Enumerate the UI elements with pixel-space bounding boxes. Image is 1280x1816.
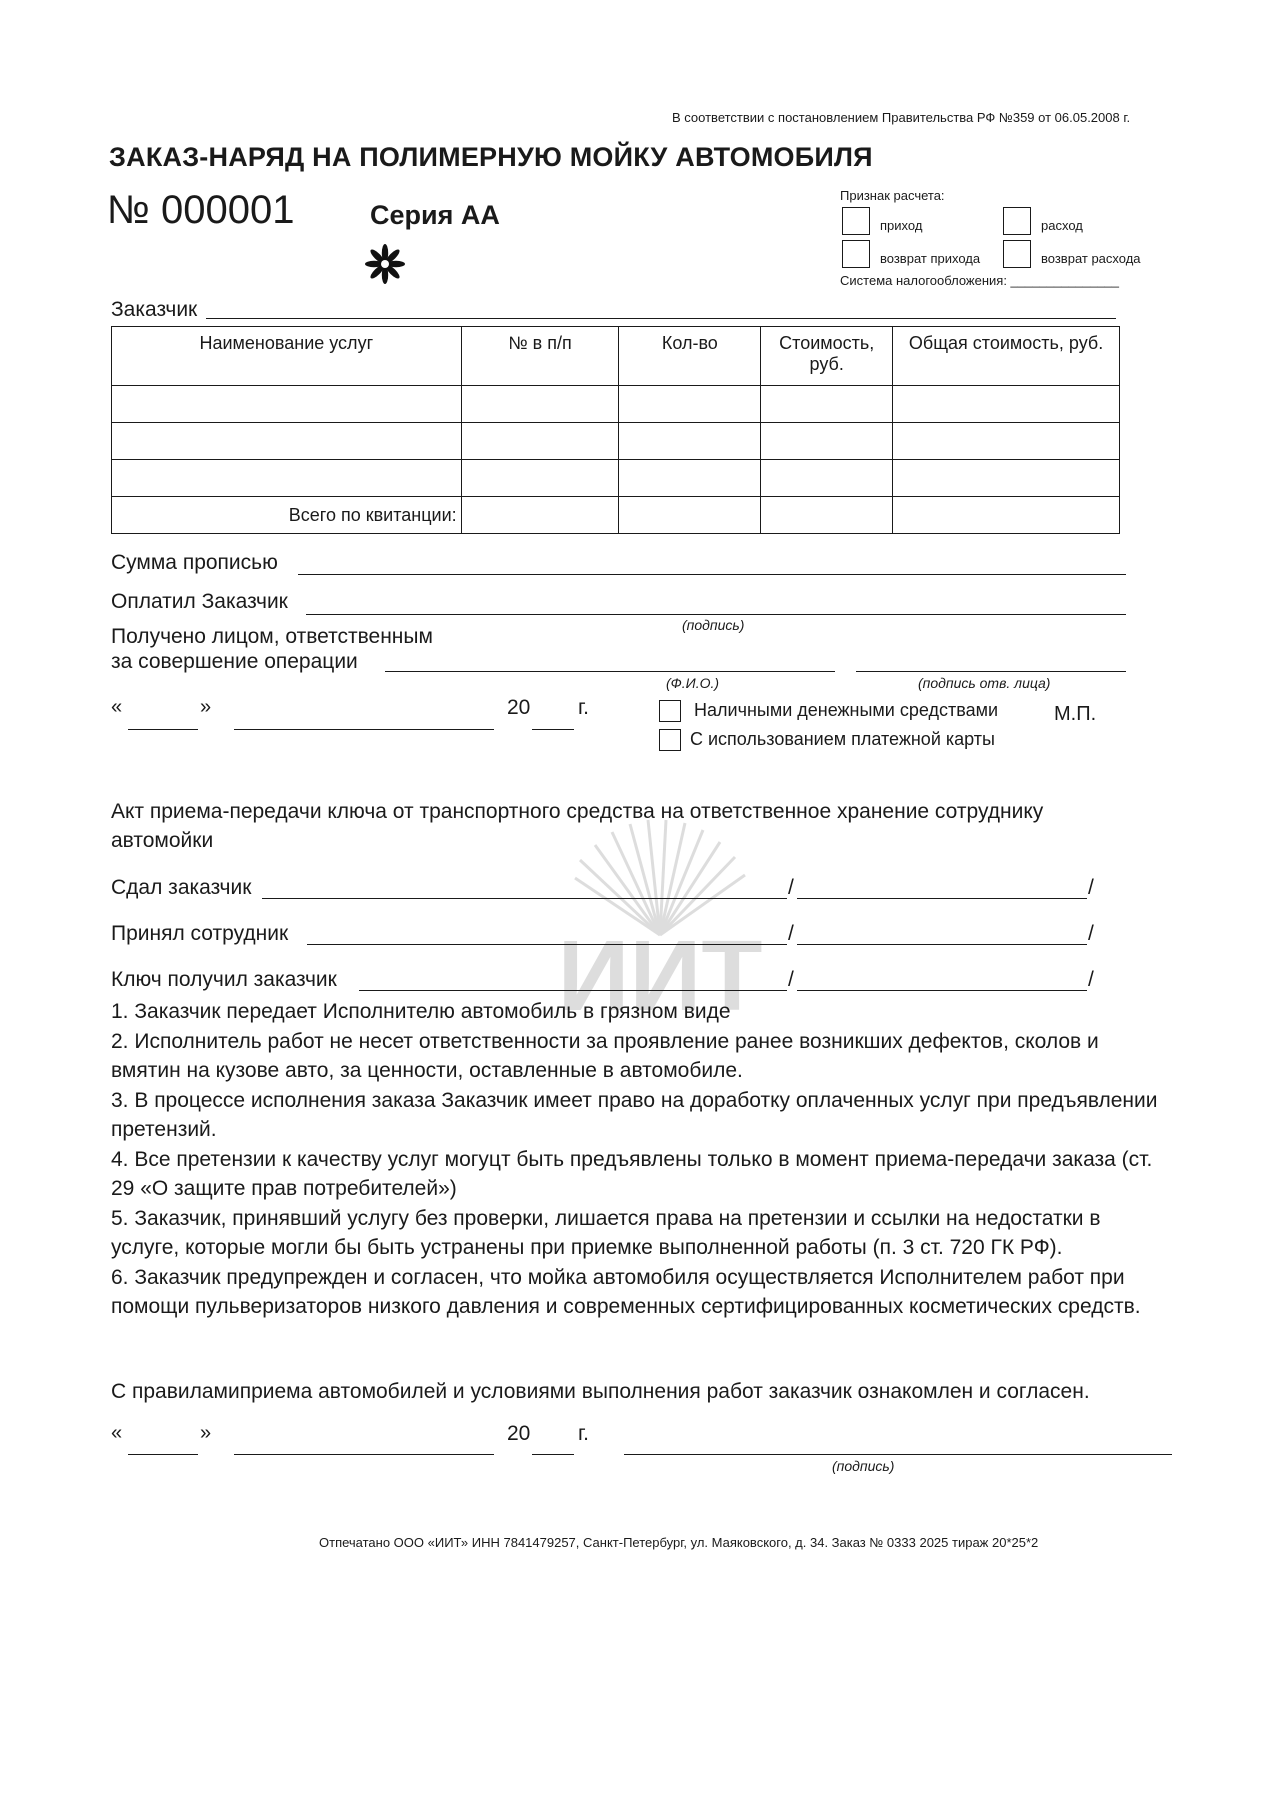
table-total-row xyxy=(112,497,1120,534)
table-cell[interactable] xyxy=(112,423,462,460)
month-line[interactable] xyxy=(234,1454,494,1455)
handed-sign-line[interactable] xyxy=(797,898,1087,899)
handed-fio-line[interactable] xyxy=(262,898,787,899)
print-footer: Отпечатано ООО «ИИТ» ИНН 7841479257, Санкт-Петербург, ул. Маяковского, д. 34. Заказ № 0333 2025 тираж 20*25*2 xyxy=(319,1535,1039,1550)
table-cell[interactable] xyxy=(112,460,462,497)
year-suffix: г. xyxy=(578,1422,589,1445)
day-line[interactable] xyxy=(128,729,198,730)
final-signature-line[interactable] xyxy=(624,1454,1172,1455)
accepted-fio-line[interactable] xyxy=(307,944,787,945)
stamp-placeholder: М.П. xyxy=(1054,703,1097,725)
received-sign-line[interactable] xyxy=(797,990,1087,991)
table-cell[interactable] xyxy=(619,423,761,460)
table-cell[interactable] xyxy=(893,423,1120,460)
customer-input-line[interactable] xyxy=(206,318,1116,319)
accepted-sign-line[interactable] xyxy=(797,944,1087,945)
sum-in-words-line[interactable] xyxy=(298,574,1126,575)
card-checkbox[interactable] xyxy=(659,729,681,751)
total-cell[interactable] xyxy=(761,497,893,534)
term-item: 3. В процессе исполнения заказа Заказчик имеет право на доработку оплаченных услуг при предъявлении претензий. xyxy=(111,1088,1158,1141)
table-cell[interactable] xyxy=(761,460,893,497)
income-checkbox[interactable] xyxy=(842,207,870,235)
total-label: Всего по квитанции: xyxy=(112,497,462,534)
expense-return-label: возврат расхода xyxy=(1041,251,1141,266)
year-line[interactable] xyxy=(532,1454,574,1455)
term-item: 4. Все претензии к качеству услуг могуцт быть предъявлены только в момент приема-передачи заказа (ст. 29 «О защите прав потребителей») xyxy=(111,1147,1153,1200)
month-line[interactable] xyxy=(234,729,494,730)
column-header: Кол-во xyxy=(619,327,761,386)
sum-in-words-label: Сумма прописью xyxy=(111,551,278,574)
handed-label: Сдал заказчик xyxy=(111,876,252,899)
column-header: Общая стоимость, руб. xyxy=(893,327,1120,386)
expense-return-checkbox[interactable] xyxy=(1003,240,1031,268)
payment-sign-title: Признак расчета: xyxy=(840,188,945,203)
slash: / xyxy=(1088,876,1094,899)
total-cell[interactable] xyxy=(893,497,1120,534)
paid-by-line[interactable] xyxy=(306,614,1126,615)
total-cell[interactable] xyxy=(461,497,619,534)
document-number: № 000001 xyxy=(107,188,295,232)
total-cell[interactable] xyxy=(619,497,761,534)
ornament-star-icon xyxy=(364,243,406,285)
table-row xyxy=(112,423,1120,460)
decree-reference: В соответствии с постановлением Правительства РФ №359 от 06.05.2008 г. xyxy=(672,110,1131,125)
quote-close: » xyxy=(200,696,212,718)
signature-caption: (подпись) xyxy=(682,617,745,633)
cash-label: Наличными денежными средствами xyxy=(694,700,999,720)
fio-caption: (Ф.И.О.) xyxy=(666,675,720,691)
act-title: Акт приема-передачи ключа от транспортного средства на ответственное хранение сотруднику автомойки xyxy=(111,800,1044,852)
table-cell[interactable] xyxy=(461,423,619,460)
day-line[interactable] xyxy=(128,1454,198,1455)
quote-open: « xyxy=(111,1422,123,1444)
expense-checkbox[interactable] xyxy=(1003,207,1031,235)
table-cell[interactable] xyxy=(893,460,1120,497)
year-prefix: 20 xyxy=(507,1422,531,1445)
table-cell[interactable] xyxy=(761,423,893,460)
table-cell[interactable] xyxy=(461,386,619,423)
column-header: № в п/п xyxy=(461,327,619,386)
column-header: Наименование услуг xyxy=(112,327,462,386)
document-series: Серия АА xyxy=(370,200,500,230)
term-item: 6. Заказчик предупрежден и согласен, что мойка автомобиля осуществляется Исполнителем работ при помощи пульверизаторов низкого давления и современных сертифицированных косметических средств. xyxy=(111,1265,1141,1318)
column-header: Стоимость, руб. xyxy=(761,327,893,386)
expense-label: расход xyxy=(1041,218,1083,233)
received-by-label-2: за совершение операции xyxy=(111,650,358,673)
year-suffix: г. xyxy=(578,696,589,719)
term-item: 5. Заказчик, принявший услугу без проверки, лишается права на претензии и ссылки на недостатки в услуге, которые могли бы быть устранены при приемке выполненной работы (п. 3 ст. 720 ГК РФ). xyxy=(111,1206,1101,1259)
table-cell[interactable] xyxy=(619,386,761,423)
year-line[interactable] xyxy=(532,729,574,730)
final-signature-caption: (подпись) xyxy=(832,1458,895,1474)
paid-by-label: Оплатил Заказчик xyxy=(111,590,288,613)
fio-line[interactable] xyxy=(385,671,835,672)
income-return-label: возврат прихода xyxy=(880,251,981,266)
received-key-label: Ключ получил заказчик xyxy=(111,968,337,991)
table-cell[interactable] xyxy=(619,460,761,497)
income-label: приход xyxy=(880,218,923,233)
slash: / xyxy=(788,922,794,945)
slash: / xyxy=(788,876,794,899)
resp-signature-caption: (подпись отв. лица) xyxy=(918,675,1051,691)
table-row xyxy=(112,386,1120,423)
watermark-letters: ИИТ xyxy=(557,920,763,1030)
tax-system-field[interactable]: Система налогообложения: _______________ xyxy=(840,273,1120,288)
table-cell[interactable] xyxy=(112,386,462,423)
year-prefix: 20 xyxy=(507,696,531,719)
table-cell[interactable] xyxy=(761,386,893,423)
table-header-row xyxy=(112,327,1120,386)
table-cell[interactable] xyxy=(893,386,1120,423)
term-item: 2. Исполнитель работ не несет ответственности за проявление ранее возникших дефектов, сколов и вмятин на кузове авто, за ценности, оставленные в автомобиле. xyxy=(111,1029,1099,1082)
received-fio-line[interactable] xyxy=(359,990,787,991)
services-table xyxy=(111,326,1120,534)
slash: / xyxy=(788,968,794,991)
cash-checkbox[interactable] xyxy=(659,700,681,722)
terms-list xyxy=(111,997,1171,1322)
quote-open: « xyxy=(111,696,123,718)
quote-close: » xyxy=(200,1422,212,1444)
document-title: ЗАКАЗ-НАРЯД НА ПОЛИМЕРНУЮ МОЙКУ АВТОМОБИЛЯ xyxy=(109,142,873,172)
card-label: С использованием платежной карты xyxy=(690,729,995,749)
table-row xyxy=(112,460,1120,497)
table-cell[interactable] xyxy=(461,460,619,497)
slash: / xyxy=(1088,968,1094,991)
resp-signature-line[interactable] xyxy=(856,671,1126,672)
slash: / xyxy=(1088,922,1094,945)
agreement-text: С правиламиприема автомобилей и условиями выполнения работ заказчик ознакомлен и согласен. xyxy=(111,1380,1090,1403)
received-by-label-1: Получено лицом, ответственным xyxy=(111,625,433,648)
income-return-checkbox[interactable] xyxy=(842,240,870,268)
customer-label: Заказчик xyxy=(111,298,198,321)
term-item: 1. Заказчик передает Исполнителю автомобиль в грязном виде xyxy=(111,1000,731,1023)
accepted-label: Принял сотрудник xyxy=(111,922,289,945)
